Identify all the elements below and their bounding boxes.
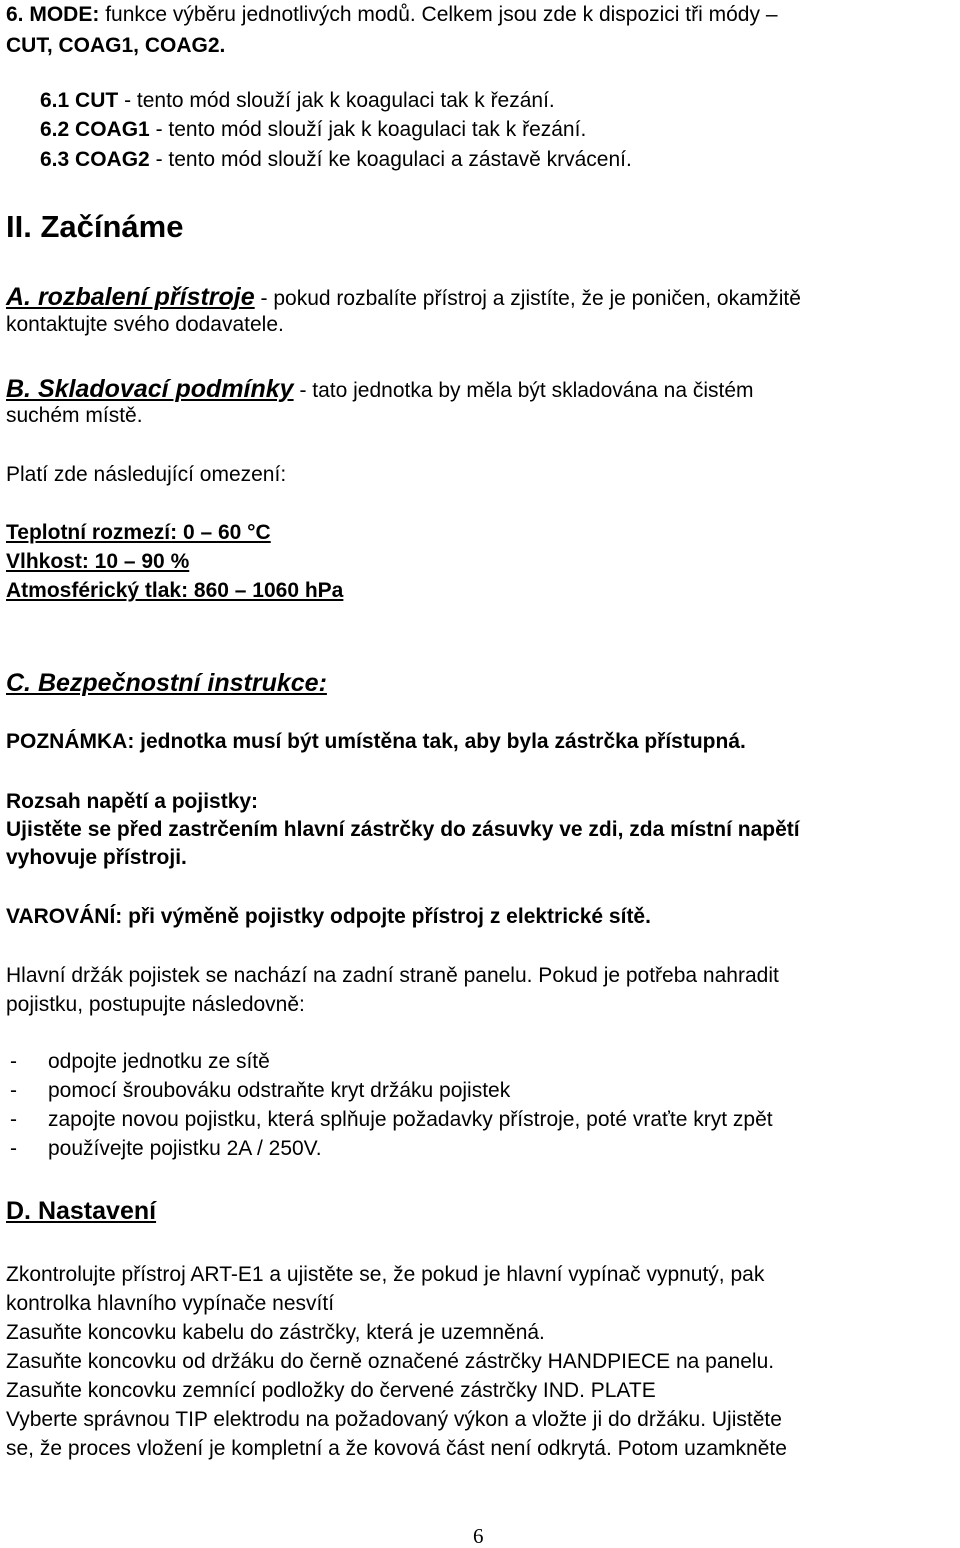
mode-item-text: - tento mód slouží ke koagulaci a zástavě krvácení.	[155, 148, 632, 171]
limit-humidity: Vlhkost: 10 – 90 %	[6, 550, 190, 573]
mode-item-number: 6.2	[40, 118, 70, 141]
section-b-text: - tato jednotka by měla být skladována na čistém	[299, 379, 754, 402]
section-a-text: - pokud rozbalíte přístroj a zjistíte, že je poničen, okamžitě	[260, 287, 801, 310]
mode-item-text: - tento mód slouží jak k koagulaci tak k řezání.	[124, 89, 555, 112]
fuse-text-2: pojistku, postupujte následovně:	[6, 993, 305, 1016]
list-dash: -	[10, 1137, 17, 1160]
voltage-text-2: vyhovuje přístroji.	[6, 846, 187, 869]
note: POZNÁMKA: jednotka musí být umístěna tak, aby byla zástrčka přístupná.	[6, 730, 746, 753]
limit-temperature: Teplotní rozmezí: 0 – 60 °C	[6, 521, 271, 544]
setup-line: Zasuňte koncovku kabelu do zástrčky, která je uzemněná.	[6, 1321, 545, 1344]
page-number: 6	[473, 1524, 484, 1548]
chapter-title: II. Začínáme	[6, 209, 184, 244]
mode-item-name: COAG1	[75, 118, 150, 141]
mode-number: 6.	[6, 3, 24, 26]
list-item: zapojte novou pojistku, která splňuje požadavky přístroje, poté vraťte kryt zpět	[48, 1108, 773, 1131]
voltage-title: Rozsah napětí a pojistky:	[6, 790, 259, 813]
fuse-text-1: Hlavní držák pojistek se nachází na zadní straně panelu. Pokud je potřeba nahradit	[6, 964, 779, 987]
mode-item	[40, 118, 586, 142]
mode-intro: funkce výběru jednotlivých modů. Celkem jsou zde k dispozici tři módy –	[105, 3, 778, 26]
list-dash: -	[10, 1050, 17, 1073]
mode-item-number: 6.3	[40, 148, 70, 171]
voltage-text-1: Ujistěte se před zastrčením hlavní zástrčky do zásuvky ve zdi, zda místní napětí	[6, 818, 800, 841]
setup-line: Vyberte správnou TIP elektrodu na požadovaný výkon a vložte ji do držáku. Ujistěte	[6, 1408, 782, 1431]
section-b-line-1	[6, 374, 754, 404]
mode-item-text: - tento mód slouží jak k koagulaci tak k řezání.	[155, 118, 587, 141]
mode-label: MODE:	[29, 3, 100, 26]
list-dash: -	[10, 1108, 17, 1131]
warning: VAROVÁNÍ: při výměně pojistky odpojte přístroj z elektrické sítě.	[6, 905, 651, 928]
section-b-line-2: suchém místě.	[6, 404, 143, 427]
list-item: pomocí šroubováku odstraňte kryt držáku pojistek	[48, 1079, 511, 1102]
setup-line: Zasuňte koncovku zemnící podložky do červené zástrčky IND. PLATE	[6, 1379, 656, 1402]
section-a-title: A. rozbalení přístroje	[6, 283, 255, 311]
section-a-line-2: kontaktujte svého dodavatele.	[6, 313, 284, 336]
list-dash: -	[10, 1079, 17, 1102]
mode-item-number: 6.1	[40, 89, 70, 112]
section-d-title: D. Nastavení	[6, 1197, 157, 1225]
list-item: odpojte jednotku ze sítě	[48, 1050, 270, 1073]
setup-line: se, že proces vložení je kompletní a že kovová část není odkrytá. Potom uzamkněte	[6, 1437, 787, 1460]
limits-intro: Platí zde následující omezení:	[6, 463, 287, 486]
setup-line: Zkontrolujte přístroj ART-E1 a ujistěte se, že pokud je hlavní vypínač vypnutý, pak	[6, 1263, 765, 1286]
mode-item-name: CUT	[75, 89, 119, 112]
mode-line-2: CUT, COAG1, COAG2.	[6, 34, 226, 57]
setup-line: kontrolka hlavního vypínače nesvítí	[6, 1292, 335, 1315]
setup-line: Zasuňte koncovku od držáku do černě označené zástrčky HANDPIECE na panelu.	[6, 1350, 775, 1373]
limit-pressure: Atmosférický tlak: 860 – 1060 hPa	[6, 579, 344, 602]
mode-line-1	[6, 3, 778, 27]
mode-item	[40, 148, 632, 172]
mode-item	[40, 89, 555, 113]
section-c-title: C. Bezpečnostní instrukce:	[6, 669, 327, 697]
list-item: používejte pojistku 2A / 250V.	[48, 1137, 322, 1160]
section-a-line-1	[6, 282, 801, 312]
mode-item-name: COAG2	[75, 148, 150, 171]
section-b-title: B. Skladovací podmínky	[6, 375, 294, 403]
